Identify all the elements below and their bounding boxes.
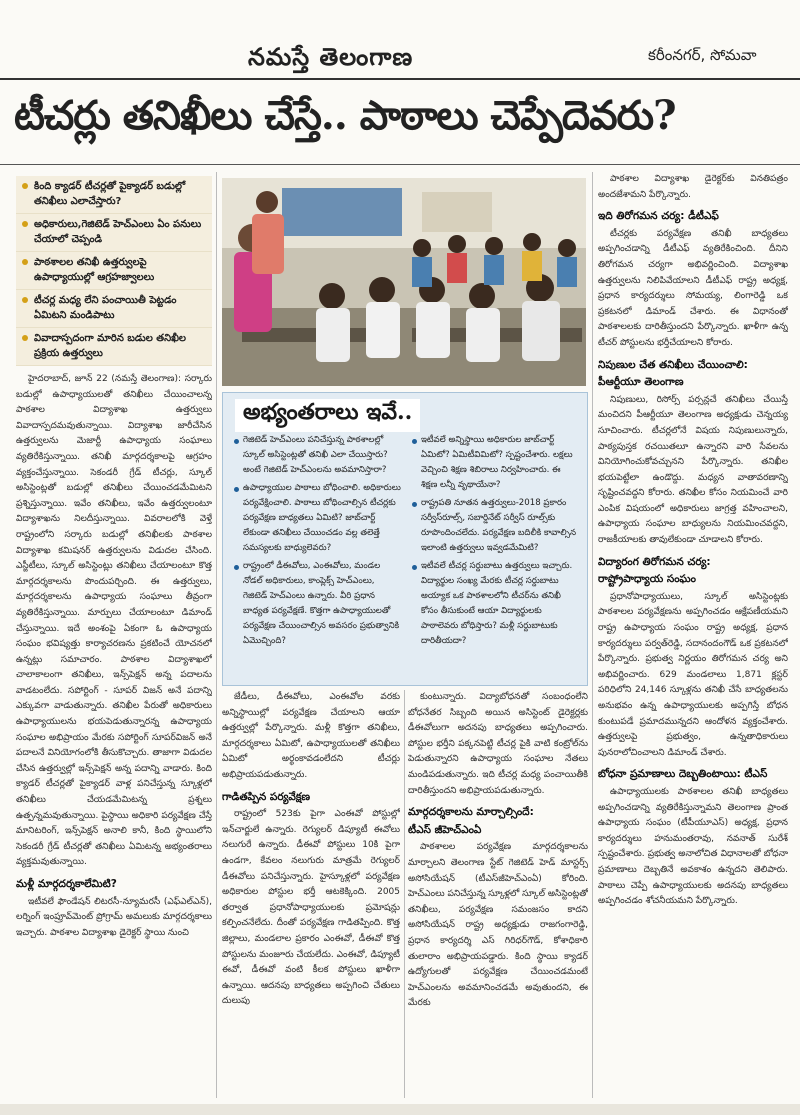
classroom-photo <box>222 178 586 386</box>
objection-text: ఉపాధ్యాయుల పాఠాలు బోధించాలి. అధికారులు పర్యవేక్షించాలి. పాఠాలు బోధించాల్సిన టీచర్లకు పర్యవేక్షణ బాధ్యతలు ఏమిటి? జాబ్‌చార్ట్ లేకుండా తనిఖీలు చేయించడం వల్ల తలెత్తే సమస్యలకు బాధ్యులెవరు? <box>243 483 401 553</box>
bullet-icon <box>412 502 417 507</box>
subheading: నిపుణుల చేత తనిఖీలు చేయించాలి: <box>598 358 748 371</box>
body-paragraph: రాష్ట్రంలో 523కు పైగా ఎంఈవో పోస్టుల్లో ఇన్‌చార్జులే ఉన్నారు. రెగ్యులర్ డిప్యూటీ ఈవోలు నలుగురే ఉన్నారు. డీఈవో పోస్టులు 10కి పైగా ఉండగా, కేవలం నలుగురు మాత్రమే రెగ్యులర్ డీఈవోలు పనిచేస్తున్నారు. హైస్కూళ్లలో పర్యవేక్షణ అధికారుల పోస్టుల భర్తీ ఆటకెక్కింది. 2005 తర్వాత ప్రధానోపాధ్యాయులకు ప్రమోషన్లు కల్పించనేలేదు. దీంతో పర్యవేక్షణ గాడితప్పింది. కొత్త జిల్లాలు, మండలాల ప్రకారం ఎంఈవో, డీఈవో కొత్త పోస్టులను మంజూరు చేయలేదు. ఎంఈవో, డిప్యూటీ ఈవో, డీఈవో వంటి కీలక పోస్టులు ఖాళీగా ఉన్నాయి. ఆదనపు బాధ్యతలు అప్పగించి చేతులు దులుపు <box>222 809 400 1007</box>
bullet-icon <box>234 439 239 444</box>
subheading-line-2: రాష్ట్రోపాధ్యాయ సంఘం <box>598 573 696 586</box>
classroom-photo-illustration <box>222 178 586 386</box>
kicker-item <box>16 176 212 214</box>
subheading: విద్యారంగ తిరోగమన చర్య: <box>598 555 711 568</box>
objection-item <box>411 433 579 493</box>
bullet-icon <box>234 487 239 492</box>
body-paragraph: టీచర్లకు పర్యవేక్షణ తనిఖీ బాధ్యతలు అప్పగించడాన్ని డీటీఎఫ్ వ్యతిరేకించింది. దీనిని తిరోగమన చర్యగా అభివర్ణించింది. విద్యాశాఖ ఉత్తర్వులను నిలిపివేయాలని డీటీఎఫ్ రాష్ట్ర అధ్యక్ష, ప్రధాన కార్యదర్శులు సోమయ్య, లింగారెడ్డి ఒక ప్రకటనలో డిమాండ్ చేశారు. ఈ విధానంతో పాఠశాలలకు దారితీస్తుందని పేర్కొన్నారు. ఖాళీగా ఉన్న టీచర్ పోస్టులను భర్తీచేయాలని కోరారు. <box>598 228 788 348</box>
kicker-item <box>16 328 212 366</box>
body-paragraph: జేడీలు, డీఈవోలు, ఎంఈవోల వరకు అన్నిస్థాయిల్లో పర్యవేక్షణ చేయాలని ఆయా ఉత్తర్వుల్లో పేర్కొన్నారు. మళ్లీ కొత్తగా తనిఖీలు, మార్గదర్శకాలు ఏమిటో, ఉపాధ్యాయులతో తనిఖీలు ఏమిటో అర్థంకావడంలేదని టీచర్లు అభిప్రాయపడుతున్నారు. <box>222 692 400 780</box>
bullet-icon <box>22 297 28 303</box>
body-paragraph: పాఠశాల విద్యాశాఖ డైరెక్టర్‌కు వినతిపత్రం అందజేశామని పేర్కొన్నారు. <box>598 174 788 200</box>
masthead-bar <box>0 0 800 80</box>
bullet-icon <box>412 565 417 570</box>
column-divider <box>404 690 405 1098</box>
objections-title: అభ్యంతరాలు ఇవే.. <box>235 399 420 432</box>
objections-left-column <box>233 433 401 652</box>
subheading: ఇది తిరోగమన చర్య: డీటీఎఫ్ <box>598 210 719 223</box>
objection-item <box>233 481 401 556</box>
bullet-icon <box>22 335 28 341</box>
bullet-icon <box>234 565 239 570</box>
objection-item <box>411 496 579 556</box>
article-headline: టీచర్లు తనిఖీలు చేస్తే.. పాఠాలు చెప్పేదెవరు? <box>14 92 676 139</box>
body-paragraph: హైదరాబాద్, జూన్ 22 (నమస్తే తెలంగాణ): సర్కారు బడుల్లో ఉపాధ్యాయులతో తనిఖీలు చేయించాలన్న పాఠశాల విద్యాశాఖ ఉత్తర్వులు వివాదాస్పదమవుతున్నాయి. విద్యాశాఖ జారీచేసిన ఉత్తర్వులను మెజార్టీ ఉపాధ్యాయ సంఘాలు వ్యతిరేకిస్తున్నాయి. తనిఖీ మార్గదర్శకాలపై ఆగ్రహం వ్యక్తంచేస్తున్నాయి. సెకండరీ గ్రేడ్ టీచర్లు, స్కూల్ అసిస్టెంట్లతో బడుల్లో తనిఖీలు చేయించడమేమిటని ప్రశ్నిస్తున్నాయి. ఇవేం తనిఖీలు, ఇవేం ఉత్తర్వులంటూ విద్యాశాఖను నిలదీస్తున్నాయి. వివరాలలోకి వెళ్తే రాష్ట్రంలోని సర్కారు బడుల్లో తనిఖీలకు పాఠశాల విద్యాశాఖ కమిషనర్ ఉత్తర్వులను విడుదల చేసింది. ఎస్జీటీలు, స్కూల్ అసిస్టెంట్లు తనిఖీలు చేయాలంటూ కొత్త మార్గదర్శకాలను పొందుపర్చింది. ఈ ఉత్తర్వులు, మార్గదర్శకాలను ఉపాధ్యాయ సంఘాలు తీవ్రంగా వ్యతిరేకిస్తున్నాయి. మార్పులు చేయాలంటూ డిమాండ్ చేస్తున్నాయి. ఇదే అంశంపై ఏకంగా ఓ ఉపాధ్యాయ సంఘం భవిష్యత్తు కార్యాచరణను ప్రకటించే యోచనలో ఉన్నట్లు సమాచారం. పాఠశాల విద్యాశాఖలో చాలాకాలంగా తనిఖీలు, ఇన్స్‌పెక్షన్ అన్న పదాలను వాడటంలేదు. సపోర్టింగ్ - సూపర్ విజన్ అనే పదాన్ని ఎక్కువగా వాడుతున్నారు. తనిఖీల పేరుతో అధికారులు ఉపాధ్యాయులను భయపెడుతున్నారన్న ఉపాధ్యాయ సంఘాల అభిప్రాయం మేరకు సపోర్టింగ్ సూపర్‌విజన్ అనే పదాలనే వినియోగంలోకి తీసుకొచ్చారు. తాజాగా విడుదల చేసిన ఉత్తర్వుల్లో ఇన్స్‌పెక్షన్ అన్న పదాన్ని వాడారు. కింది క్యాడర్ టీచర్లతో పైక్యాడర్ వాళ్ల పనిచేస్తున్న స్కూళ్లలో తనిఖీలు చేయడమేమిటన్న ప్రశ్నలు ఉత్పన్నమవుతున్నాయి. పైస్థాయి అధికారి పర్యవేక్షణ చేస్తే మానిటరింగ్, ఇన్స్‌పెక్షన్ అనాలి కానీ, కింది స్థాయిలోని సెకండరీ గ్రేడ్ టీచర్లతో తనిఖీలు ఏమిటన్న అభ్యంతరాలు వ్యక్తమవుతున్నాయి. <box>16 374 212 868</box>
subheading: బోధనా ప్రమాణాలు దెబ్బతింటాయి: టీఎస్ <box>598 768 768 781</box>
kicker-text: అధికారులు,గెజిటెడ్ హెచ్‌ఎంలు ఏం పనులు చేయాలో చెప్పండి <box>34 219 202 245</box>
bullet-icon <box>22 221 28 227</box>
objections-box <box>222 392 588 686</box>
objection-item <box>233 559 401 649</box>
column-divider <box>592 172 593 1098</box>
objection-text: రాష్ట్రంలో డీఈవోలు, ఎంఈవోలు, మండల నోడల్ అధికారులు, కాంప్లెక్స్ హెచ్‌ఎంలు, గెజిటెడ్ హెచ్‌ఎంలు ఉన్నారు. వీరి ప్రధాన బాధ్యత పర్యవేక్షణే. కొత్తగా ఉపాధ్యాయులతో పర్యవేక్షణ చేయించాల్సిన అవసరం ప్రభుత్వానికి ఏమొచ్చింది? <box>243 561 400 646</box>
edition-dateline: కరీంనగర్, సోమవా <box>648 46 757 64</box>
masthead-rule <box>0 78 800 80</box>
bullet-icon <box>22 183 28 189</box>
newspaper-masthead: నమస్తే తెలంగాణ <box>248 42 414 71</box>
kicker-item <box>16 290 212 328</box>
subheading: మళ్లీ మార్గదర్శకాలేమిటి? <box>16 878 117 890</box>
kicker-box <box>16 176 212 366</box>
bullet-icon <box>22 259 28 265</box>
article-column-4 <box>598 172 788 1098</box>
objections-right-column <box>411 433 579 652</box>
objection-text: రాష్ట్రపతి నూతన ఉత్తర్వులు-2018 ప్రకారం సర్వీస్‌రూల్స్, సబార్డినేట్ సర్వీస్ రూల్స్‌కు రూపొందించలేదు. పర్యవేక్షణ బదిలీకి కావాల్సిన ఇలాంటి ఉత్తర్వులు ఇవ్వడమేమిటి? <box>421 498 577 553</box>
subheading: గాడితప్పిన పర్యవేక్షణ <box>222 790 311 803</box>
next-story-strip <box>0 1104 800 1115</box>
headline-rule <box>0 164 800 165</box>
article-column-1 <box>16 372 212 1098</box>
kicker-text: వివాదాస్పదంగా మారిన బడుల తనిఖీల ప్రక్రియ ఉత్తర్వులు <box>34 333 187 359</box>
body-paragraph: పాఠశాలల పర్యవేక్షణ మార్గదర్శకాలను మార్చాలని తెలంగాణ స్టేట్ గెజిటెడ్ హెడ్ మాస్టర్స్ అసోసియేషన్ (టీఎస్‌జీహెచ్‌ఎంఏ) కోరింది. హెచ్‌ఎంలు పనిచేస్తున్న స్కూళ్లలో స్కూల్ అసిస్టెంట్లతో తనిఖీలు, పర్యవేక్షణ సమంజసం కాదని అసోసియేషన్ రాష్ట్ర అధ్యక్షుడు రాజగంగారెడ్డి, ప్రధాన కార్యదర్శి ఎస్ గిరిధర్‌గౌడ్, కోశాధికారి తులారాం అభిప్రాయపడ్డారు. కింది స్థాయి క్యాడర్ ఉద్యోగులతో పర్యవేక్షణ చేయించడమంటే హెచ్‌ఎంలను అవమానించడమే అవుతుందని, ఈ మేరకు <box>408 842 588 1009</box>
article-column-2 <box>222 690 400 1098</box>
kicker-text: టీచర్ల మధ్య లేని పంచాయితీ పెట్టడం ఏమిటని మండిపాటు <box>34 295 177 321</box>
subheading: మార్గదర్శకాలను మార్చాల్సిందే: <box>408 806 534 819</box>
body-paragraph: ఇటీవలే ఫౌండేషన్ లిటరసీ-న్యూమరసీ (ఎఫ్‌ఎల్‌ఎన్), లర్నింగ్ ఇంప్రూవ్‌మెంట్ ప్రోగ్రామ్ అమలుకు మార్గదర్శకాలు ఇచ్చారు. పాఠశాల విద్యాశాఖ డైరెక్టర్ స్థాయి నుంచి <box>16 896 212 938</box>
kicker-text: పాఠశాలల తనిఖీ ఉత్తర్వులపై ఉపాధ్యాయుల్లో ఆగ్రహజ్వాలలు <box>34 257 155 283</box>
kicker-item <box>16 252 212 290</box>
body-paragraph: కుంటున్నారు. విద్యాబోధనతో సంబంధంలేని బోధనేతర సిబ్బంది అయిన అసిస్టెంట్ డైరెక్టర్లకు డీఈవోలుగా అదనపు బాధ్యతలు అప్పగించారు. పోస్టుల భర్తీని పక్కనపెట్టి టీచర్ల పైకి వాటి కంట్రోల్‌ను పెడుతున్నారని ఉపాధ్యాయ సంఘాల నేతలు మండిపడుతున్నారు. ఇది టీచర్ల మధ్య పంచాయితీకి దారితీస్తుందని అభిప్రాయపడుతున్నారు. <box>408 692 588 796</box>
objection-text: ఇటీవలే టీచర్ల సర్దుబాటు ఉత్తర్వులు ఇచ్చారు. విద్యార్థుల సంఖ్య మేరకు టీచర్ల సర్దుబాటు అయ్యాక ఒక పాఠశాలలోని టీచర్‌ను తనిఖీ కోసం తీసుకుంటే ఆయా విద్యార్థులకు పాఠాలెవరు బోధిస్తారు? మళ్లీ సర్దుబాటుకు దారితీయదా? <box>421 561 573 646</box>
subheading-line-2: పీఆర్టీయూ తెలంగాణ <box>598 376 684 389</box>
body-paragraph: ఉపాధ్యాయులకు పాఠశాలల తనిఖీ బాధ్యతలు అప్పగించడాన్ని వ్యతిరేకిస్తున్నామని తెలంగాణ ప్రాంత ఉపాధ్యాయ సంఘం (టీపీయూఎస్) అధ్యక్ష, ప్రధాన కార్యదర్శులు హనుమంతరావు, నవనాత్ సురేశ్ స్పష్టంచేశారు. ప్రభుత్వ అనాలోచిత విధానాలతో బోధనా ప్రమాణాలు దెబ్బతినే అవకాశం ఉన్నదని తెలిపారు. పాఠాలు చెప్పే ఉపాధ్యాయులకు అదనపు బాధ్యతలు అప్పగించడం శోచనీయమని పేర్కొన్నారు. <box>598 786 788 907</box>
objection-item <box>233 433 401 478</box>
article-column-3 <box>408 690 588 1098</box>
objection-text: ఇటీవలే అన్నిస్థాయి అధికారుల జాబ్‌చార్ట్ ఏమిటో? ఏమిటీవిమిటో? స్పష్టంచేశారు. లక్షలు వెచ్చించి శిక్షణ శిబిరాలు నిర్వహించారు. ఈ శిక్షణ లన్నీ వృథాయేనా? <box>421 435 573 490</box>
kicker-item <box>16 214 212 252</box>
objection-item <box>411 559 579 649</box>
column-divider <box>216 172 217 1098</box>
bullet-icon <box>412 439 417 444</box>
body-paragraph: నిపుణులు, రిసోర్స్ పర్సన్లచే తనిఖీలు చేయిస్తే మంచిదని పీఆర్టీయూ తెలంగాణ అధ్యక్షుడు చెన్నయ్య సూచించారు. టీచర్లలోనే విషయ నిపుణులున్నారు, పాఠ్యపుస్తక రచయితలూ ఉన్నారని వారి సేవలను వినియోగించుకోవచ్చునని పేర్కొన్నారు. తనిఖీల భయపెట్టేలా ఉండొద్దు. మధ్యన వాతావరణాన్ని సృష్టించవద్దని కోరారు. తనిఖీల కోసం నియమించే వారి ఎంపిక విషయంలో అధికారులు జాగ్రత్త వహించాలని, ఉపాధ్యాయ సంఘాల బాధ్యులను నియమించవద్దని, రాజకీయాలకు తావులేకుండా చూడాలని కోరారు. <box>598 394 788 546</box>
kicker-text: కింది క్యాడర్ టీచర్లతో పైక్యాడర్ బడుల్లో తనిఖీలు ఎలాచేస్తారు? <box>34 181 186 207</box>
subheading-line-2: టీఎస్ జీహెచ్‌ఎంఏ <box>408 823 482 836</box>
objection-text: గెజిటెడ్ హెచ్‌ఎంలు పనిచేస్తున్న పాఠశాలల్లో స్కూల్ అసిస్టెంట్లతో తనిఖీ ఎలా చేయిస్తారు? అంటే గెజిటెడ్ హెచ్‌ఎంలను అవమానిస్తారా? <box>243 435 388 475</box>
body-paragraph: ప్రధానోపాధ్యాయులు, స్కూల్ అసిస్టెంట్లకు పాఠశాలల పర్యవేక్షణను అప్పగించడం ఆక్షేపణీయమని రాష్ట్ర ఉపాధ్యాయ సంఘం రాష్ట్ర అధ్యక్ష, ప్రధాన కార్యదర్శులు పర్వత్‌రెడ్డి, సదానందంగౌడ్ ఒక ప్రకటనలో పేర్కొన్నారు. ప్రభుత్వ నిర్ణయం తిరోగమన చర్య అని అభివర్ణించారు. 629 మండలాలు 1,871 క్లస్టర్ పరిధిలోని 24,146 స్కూళ్లను తనిఖీ చేసే బాధ్యతలను అనుభవం ఉన్న ఉపాధ్యాయులకు అప్పగిస్తే బోధన కుంటుపడే ప్రమాదమున్నదని ఆందోళన వ్యక్తంచేశారు. ఉత్తర్వులపై ప్రభుత్వం, ఉన్నతాధికారులు పునరాలోచించాలని డిమాండ్ చేశారు. <box>598 591 788 758</box>
